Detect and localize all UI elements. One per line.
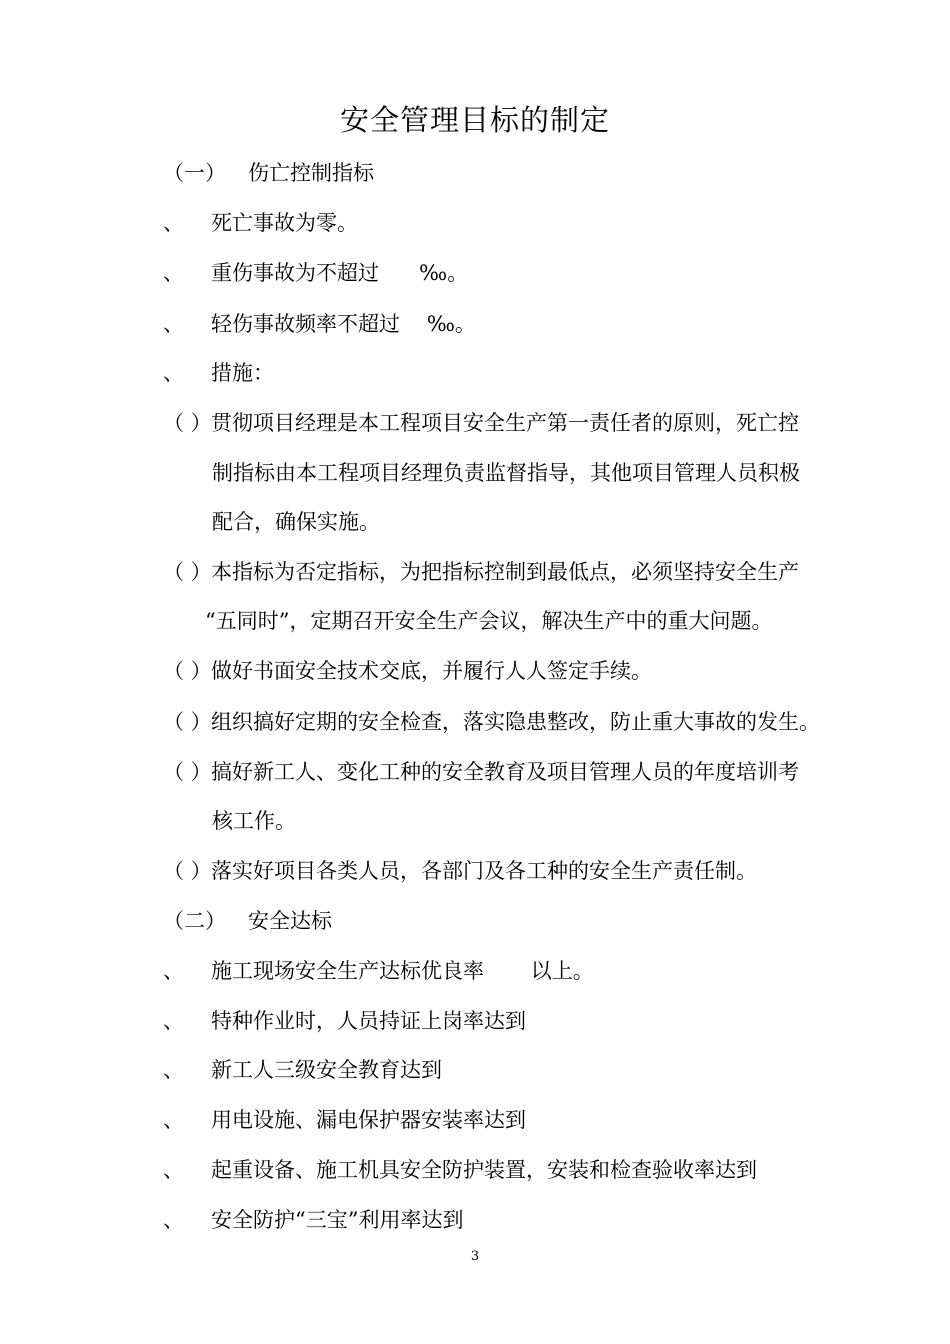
measure-text-continued: 核工作。	[212, 809, 296, 833]
item-text: 起重设备、施工机具安全防护装置，安装和检查验收率达到	[211, 1158, 757, 1182]
measure-text: 做好书面安全技术交底，并履行人人签定手续。	[211, 659, 652, 683]
list-item	[163, 1006, 526, 1036]
item-text: 死亡事故为零。	[211, 211, 358, 235]
measure-text: 搞好新工人、变化工种的安全教育及项目管理人员的年度培训考	[211, 760, 799, 784]
measure-item	[163, 856, 757, 886]
measure-marker: （ ）	[163, 659, 212, 683]
page-number: 3	[470, 1249, 480, 1264]
measure-text: 贯彻项目经理是本工程项目安全生产第一责任者的原则，死亡控	[211, 411, 799, 435]
item-text: 轻伤事故频率不超过 ‰。	[211, 312, 476, 336]
measure-text-continued: “五同时”，定期召开安全生产会议，解决生产中的重大问题。	[205, 609, 773, 633]
item-marker: 、	[163, 312, 184, 336]
measure-item	[163, 408, 799, 438]
item-marker: 、	[163, 361, 184, 385]
section-marker: （二）	[163, 909, 226, 933]
item-text: 特种作业时，人员持证上岗率达到	[211, 1009, 526, 1033]
list-item	[163, 309, 476, 339]
section-heading	[163, 906, 332, 936]
section-marker: （一）	[163, 161, 226, 185]
measure-text: 本指标为否定指标，为把指标控制到最低点，必须坚持安全生产	[211, 560, 799, 584]
item-marker: 、	[163, 959, 184, 983]
page-title: 安全管理目标的制定	[339, 103, 610, 137]
item-marker: 、	[163, 261, 184, 285]
item-marker: 、	[163, 1108, 184, 1132]
list-item	[163, 1055, 442, 1085]
list-item	[163, 1155, 757, 1185]
list-item	[163, 1105, 526, 1135]
section-heading	[163, 158, 374, 188]
measure-marker: （ ）	[163, 560, 212, 584]
list-item	[163, 1205, 463, 1235]
measure-marker: （ ）	[163, 859, 212, 883]
measure-item	[163, 557, 799, 587]
list-item	[163, 358, 274, 388]
item-text: 措施：	[211, 361, 274, 385]
measure-text: 落实好项目各类人员，各部门及各工种的安全生产责任制。	[211, 859, 757, 883]
item-marker: 、	[163, 1009, 184, 1033]
measure-text: 组织搞好定期的安全检查，落实隐患整改，防止重大事故的发生。	[211, 710, 820, 734]
item-text: 施工现场安全生产达标优良率 以上。	[211, 959, 594, 983]
section-title: 伤亡控制指标	[248, 161, 374, 185]
list-item	[163, 258, 468, 288]
measure-marker: （ ）	[163, 411, 212, 435]
item-text: 安全防护“三宝”利用率达到	[211, 1208, 464, 1232]
section-title: 安全达标	[248, 909, 332, 933]
item-marker: 、	[163, 1158, 184, 1182]
item-marker: 、	[163, 1058, 184, 1082]
measure-item	[163, 757, 799, 787]
measure-text-continued: 制指标由本工程项目经理负责监督指导，其他项目管理人员积极	[212, 461, 800, 485]
item-text: 重伤事故为不超过 ‰。	[211, 261, 469, 285]
measure-marker: （ ）	[163, 710, 212, 734]
item-text: 用电设施、漏电保护器安装率达到	[211, 1108, 526, 1132]
list-item	[163, 956, 594, 986]
measure-text-continued: 配合，确保实施。	[212, 510, 380, 534]
item-marker: 、	[163, 211, 184, 235]
item-text: 新工人三级安全教育达到	[211, 1058, 442, 1082]
measure-item	[163, 707, 820, 737]
measure-item	[163, 656, 652, 686]
list-item	[163, 208, 358, 238]
measure-marker: （ ）	[163, 760, 212, 784]
item-marker: 、	[163, 1208, 184, 1232]
